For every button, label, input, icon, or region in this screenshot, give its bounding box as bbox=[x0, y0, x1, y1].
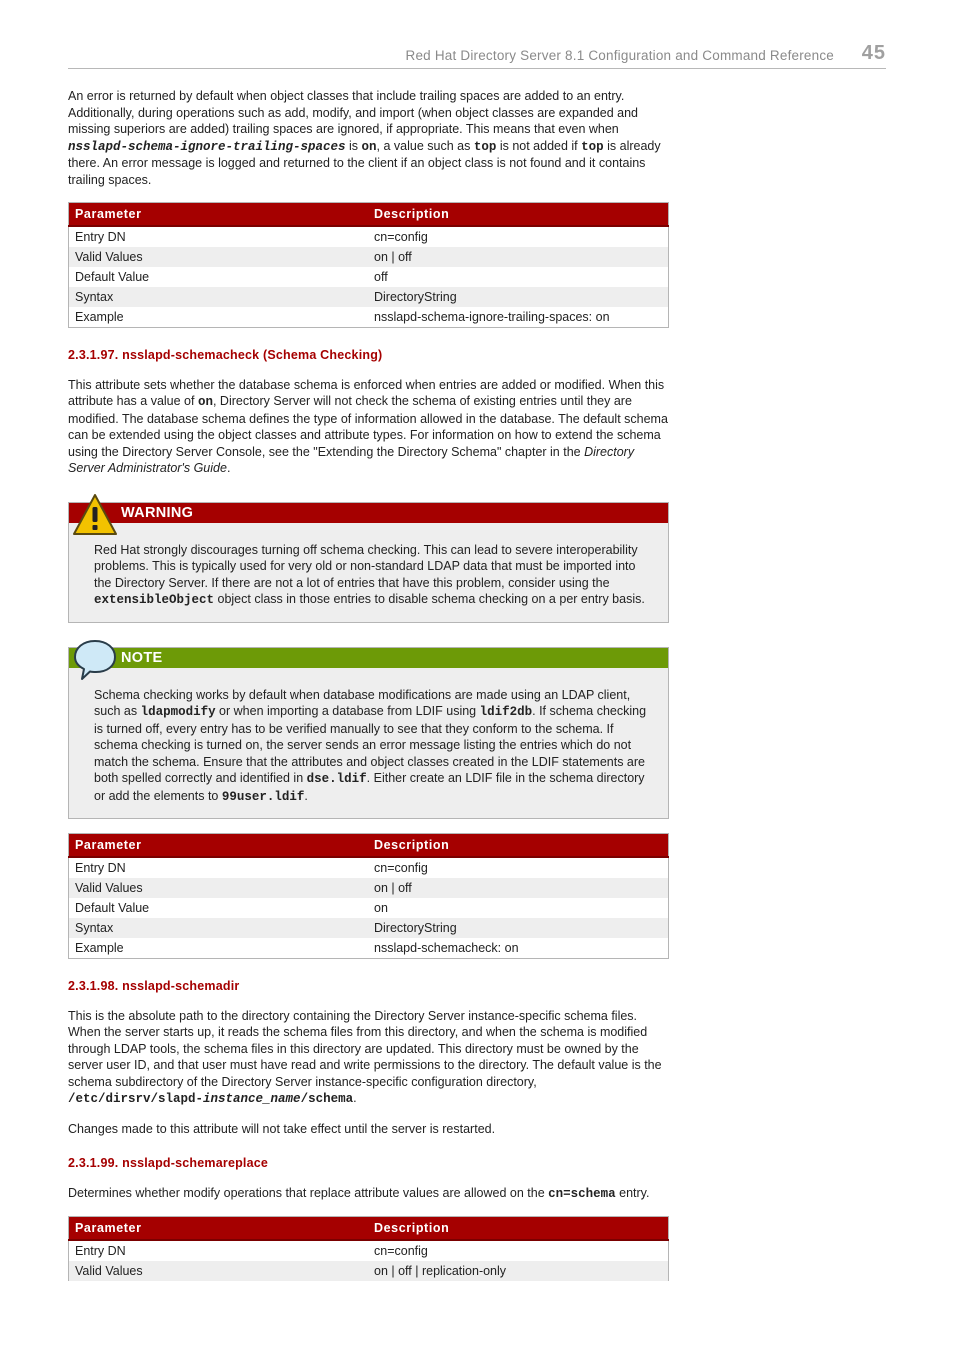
table-row bbox=[69, 938, 669, 959]
note-box bbox=[68, 647, 669, 820]
intro-paragraph: An error is returned by default when object classes that include trailing spaces are added to an entry. Additionally, during operations such as add, modify, and import (when object classes are expanded and missing superiors are added) trailing spaces are ignored, if appropriate. This means that even when nsslapd-schema-ignore-trailing-spaces is on, a value such as top is not added if top is already there. An error message is logged and returned to the client if an object class is not found and it contains trailing spaces. bbox=[68, 89, 661, 187]
table-header-row bbox=[69, 1217, 669, 1241]
cell-param: Default Value bbox=[75, 269, 150, 284]
column-header-description: Description bbox=[368, 203, 669, 227]
cell-param: Valid Values bbox=[69, 1261, 369, 1281]
table-row bbox=[69, 918, 669, 938]
warning-title: WARNING bbox=[69, 503, 668, 523]
table-row bbox=[69, 857, 669, 878]
column-header-description: Description bbox=[368, 1217, 669, 1241]
parameter-table-trailing-spaces bbox=[68, 202, 669, 328]
page-header bbox=[68, 42, 886, 69]
warning-box bbox=[68, 502, 669, 623]
cell-param: Example bbox=[75, 309, 124, 324]
document-title: Red Hat Directory Server 8.1 Configuration and Command Reference bbox=[405, 48, 834, 63]
table-row bbox=[69, 1240, 669, 1261]
table-row bbox=[69, 287, 669, 307]
cell-param: Example bbox=[75, 940, 124, 955]
table-header-row bbox=[69, 834, 669, 858]
table-row bbox=[69, 878, 669, 898]
section-heading-97: 2.3.1.97. nsslapd-schemacheck (Schema Checking) bbox=[68, 348, 383, 362]
column-header-parameter: Parameter bbox=[69, 834, 369, 858]
cell-desc: off bbox=[374, 269, 388, 284]
cell-desc: DirectoryString bbox=[368, 918, 669, 938]
section-97-paragraph: This attribute sets whether the database schema is enforced when entries are added or modified. When this attribute has a value of on, Directory Server will not check the schema of existing entries until they are modified. The database schema defines the type of information allowed in the database. The default schema can be extended using the object classes and attribute types. For information on how to extend the schema using the Directory Server Console, see the "Extending the Directory Schema" chapter in the Directory Server Administrator's Guide. bbox=[68, 377, 668, 475]
table-row bbox=[69, 307, 669, 328]
cell-param: Entry DN bbox=[75, 860, 126, 875]
section-98-restart-note: Changes made to this attribute will not take effect until the server is restarted. bbox=[68, 1121, 496, 1136]
cell-param: Valid Values bbox=[69, 247, 369, 267]
cell-param: Valid Values bbox=[69, 878, 369, 898]
note-body: Schema checking works by default when database modifications are made using an LDAP client, such as ldapmodify or when importing a database from LDIF using ldif2db. If schema checking is turned off, every entry has to be verified manually to see that they conform to the schema. If schema checking is turned on, the server sends an error message listing the entries which do not match the schema. Ensure that the attributes and object classes created in the LDIF statements are both spelled correctly and identified in dse.ldif. Either create an LDIF file in the schema directory or add the elements to 99user.ldif. bbox=[94, 687, 647, 804]
cell-desc: on | off | replication-only bbox=[368, 1261, 669, 1281]
cell-desc: on bbox=[374, 900, 388, 915]
cell-desc: on | off bbox=[368, 247, 669, 267]
table-header-row bbox=[69, 203, 669, 227]
table-row bbox=[69, 1261, 669, 1281]
cell-desc: nsslapd-schemacheck: on bbox=[374, 940, 519, 955]
section-heading-98: 2.3.1.98. nsslapd-schemadir bbox=[68, 979, 240, 993]
cell-param: Syntax bbox=[69, 918, 369, 938]
cell-param: Syntax bbox=[69, 287, 369, 307]
cell-desc: on | off bbox=[368, 878, 669, 898]
table-row bbox=[69, 898, 669, 918]
cell-desc: DirectoryString bbox=[368, 287, 669, 307]
cell-param: Default Value bbox=[75, 900, 150, 915]
column-header-parameter: Parameter bbox=[69, 1217, 369, 1241]
table-row bbox=[69, 247, 669, 267]
cell-param: Entry DN bbox=[75, 1243, 126, 1258]
parameter-table-schemareplace bbox=[68, 1216, 669, 1281]
column-header-description: Description bbox=[368, 834, 669, 858]
cell-desc: nsslapd-schema-ignore-trailing-spaces: on bbox=[374, 309, 610, 324]
warning-body: Red Hat strongly discourages turning off schema checking. This can lead to severe interoperability problems. This is typically used for very old or non-standard LDAP data that must be imported into the Directory Server. If there are not a lot of entries that have this problem, consider using the extensibleObject object class in those entries to disable schema checking on a per entry basis. bbox=[94, 542, 645, 607]
section-98-paragraph: This is the absolute path to the directory containing the Directory Server instance-specific schema files. When the server starts up, it reads the schema files from this directory, and when the schema is modified through LDAP tools, the schema files in this directory are updated. This directory must be owned by the server user ID, and that user must have read and write permissions to the directory. The default value is the schema subdirectory of the Directory Server instance-specific configuration directory, /etc/dirsrv/slapd-instance_name/schema. bbox=[68, 1008, 662, 1106]
speech-bubble-icon bbox=[72, 638, 118, 682]
section-heading-99: 2.3.1.99. nsslapd-schemareplace bbox=[68, 1156, 269, 1170]
warning-triangle-icon bbox=[72, 493, 118, 537]
table-row bbox=[69, 226, 669, 247]
section-99-paragraph: Determines whether modify operations that replace attribute values are allowed on the cn=schema entry. bbox=[68, 1185, 650, 1201]
cell-param: Entry DN bbox=[75, 229, 126, 244]
page-number: 45 bbox=[861, 42, 886, 64]
cell-desc: cn=config bbox=[374, 860, 428, 875]
column-header-parameter: Parameter bbox=[69, 203, 369, 227]
parameter-table-schemacheck bbox=[68, 833, 669, 959]
note-title: NOTE bbox=[69, 648, 668, 668]
table-row bbox=[69, 267, 669, 287]
cell-desc: cn=config bbox=[374, 229, 428, 244]
page-content bbox=[68, 88, 669, 1281]
cell-desc: cn=config bbox=[374, 1243, 428, 1258]
